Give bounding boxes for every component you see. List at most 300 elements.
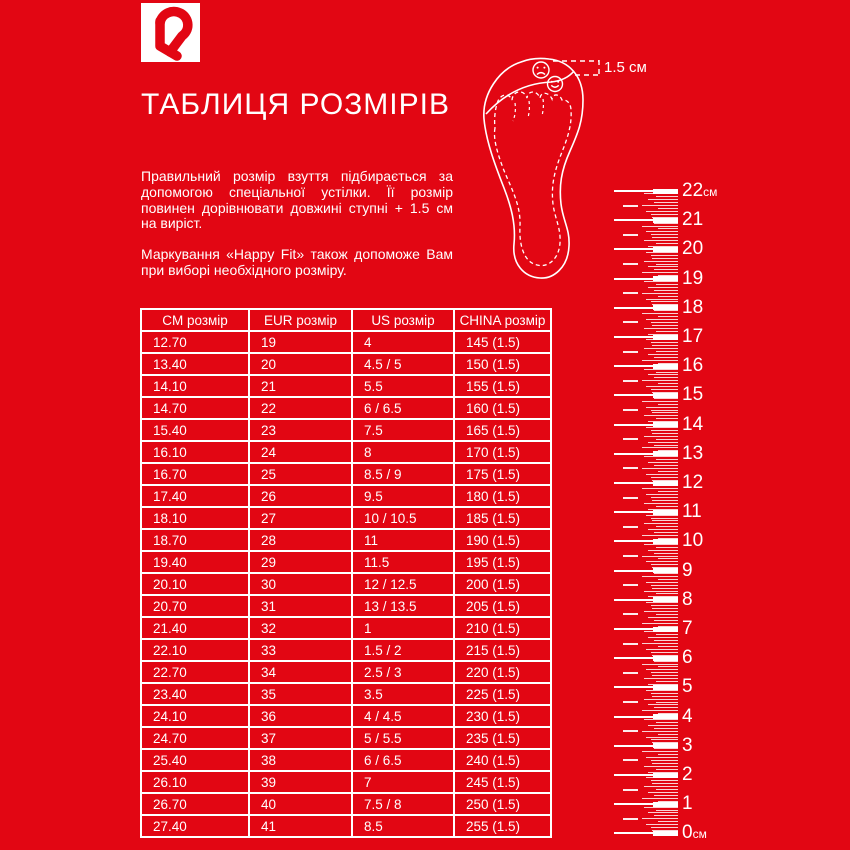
ruler-mm-tick: [648, 704, 678, 705]
ruler-mm-tick: [658, 296, 678, 297]
ruler-mm-tick: [651, 234, 678, 235]
ruler-mm-tick: [654, 485, 678, 486]
ruler-mm-tick: [651, 652, 678, 653]
table-cell: 24: [249, 441, 352, 463]
table-row: [141, 331, 551, 353]
header-row: [141, 309, 551, 331]
ruler-mm-tick: [656, 681, 678, 682]
ruler-mm-tick: [648, 266, 678, 267]
ruler-mm-tick: [654, 815, 678, 816]
table-cell: 9.5: [352, 485, 454, 507]
ruler-mm-tick: [656, 196, 678, 197]
ruler-mm-tick: [642, 751, 678, 752]
ruler-mm-tick: [648, 812, 678, 813]
ruler-mm-tick: [644, 503, 678, 504]
ruler-half-cm-tick: [623, 701, 638, 703]
ruler-mm-tick: [642, 468, 678, 469]
table-cell: 200 (1.5): [454, 573, 551, 595]
ruler-mm-tick: [642, 313, 678, 314]
table-cell: 14.70: [141, 397, 249, 419]
ruler-cm-label: 9: [682, 559, 693, 581]
ruler-half-cm-tick: [623, 497, 638, 499]
ruler-half-cm-tick: [623, 672, 638, 674]
ruler-mm-tick: [646, 299, 678, 300]
ruler-mm-tick: [652, 258, 678, 259]
ruler-mm-tick: [644, 678, 678, 679]
ruler-mm-tick: [646, 319, 678, 320]
table-row: [141, 727, 551, 749]
table-cell: 175 (1.5): [454, 463, 551, 485]
table-cell: 26.10: [141, 771, 249, 793]
ruler-mm-tick: [656, 284, 678, 285]
table-cell: 15.40: [141, 419, 249, 441]
table-cell: 215 (1.5): [454, 639, 551, 661]
table-cell: 16.10: [141, 441, 249, 463]
table-cell: 12 / 12.5: [352, 573, 454, 595]
table-cell: 28: [249, 529, 352, 551]
size-table-body: [141, 331, 551, 837]
ruler-mm-tick: [648, 462, 678, 463]
table-cell: 21.40: [141, 617, 249, 639]
ruler-mm-tick: [654, 661, 678, 662]
ruler-mm-tick: [648, 374, 678, 375]
ruler-mm-tick: [646, 757, 678, 758]
table-cell: 8.5 / 9: [352, 463, 454, 485]
ruler-mm-tick: [658, 754, 678, 755]
ruler-mm-tick: [642, 380, 678, 381]
table-cell: 16.70: [141, 463, 249, 485]
table-row: [141, 485, 551, 507]
table-cell: 22.10: [141, 639, 249, 661]
table-cell: 13.40: [141, 353, 249, 375]
table-row: [141, 463, 551, 485]
table-row: [141, 749, 551, 771]
table-cell: 31: [249, 595, 352, 617]
ruler-mm-tick: [656, 506, 678, 507]
table-row: [141, 771, 551, 793]
ruler-mm-tick: [654, 290, 678, 291]
ruler-mm-tick: [654, 707, 678, 708]
table-cell: 180 (1.5): [454, 485, 551, 507]
ruler-mm-tick: [642, 360, 678, 361]
ruler-cm-label: 6: [682, 647, 693, 669]
ruler-mm-tick: [644, 369, 678, 370]
table-row: [141, 529, 551, 551]
table-cell: 11.5: [352, 551, 454, 573]
ruler-mm-tick: [654, 445, 678, 446]
ruler-half-cm-tick: [623, 555, 638, 557]
ruler-mm-tick: [646, 252, 678, 253]
table-cell: 13 / 13.5: [352, 595, 454, 617]
ruler-mm-tick: [658, 821, 678, 822]
ruler-mm-tick: [656, 331, 678, 332]
ruler-mm-tick: [646, 737, 678, 738]
table-cell: 40: [249, 793, 352, 815]
ruler-mm-tick: [652, 237, 678, 238]
ruler-half-cm-tick: [623, 613, 638, 615]
ruler-half-cm-tick: [623, 584, 638, 586]
ruler-cm-label: 8: [682, 588, 693, 610]
ruler-mm-tick: [658, 404, 678, 405]
table-cell: 33: [249, 639, 352, 661]
ruler-mm-tick: [646, 515, 678, 516]
table-row: [141, 705, 551, 727]
ruler-mm-tick: [656, 547, 678, 548]
dashed-foot-outline: [494, 92, 571, 266]
ruler-mm-tick: [648, 550, 678, 551]
table-cell: 205 (1.5): [454, 595, 551, 617]
ruler-mm-tick: [654, 223, 678, 224]
table-cell: 145 (1.5): [454, 331, 551, 353]
ruler-mm-tick: [648, 354, 678, 355]
column-header: CM розмір: [141, 309, 249, 331]
ruler-cm-label: 0см: [682, 822, 707, 844]
table-cell: 5 / 5.5: [352, 727, 454, 749]
ruler-mm-tick: [642, 226, 678, 227]
table-cell: 12.70: [141, 331, 249, 353]
ruler-mm-tick: [646, 582, 678, 583]
ruler-half-cm-tick: [623, 263, 638, 265]
ruler-mm-tick: [644, 631, 678, 632]
ruler-mm-tick: [646, 561, 678, 562]
ruler-mm-tick: [651, 780, 678, 781]
ruler-mm-tick: [656, 372, 678, 373]
table-cell: 5.5: [352, 375, 454, 397]
ruler-mm-tick: [654, 269, 678, 270]
ruler-mm-tick: [644, 240, 678, 241]
table-cell: 24.70: [141, 727, 249, 749]
ruler-mm-tick: [656, 789, 678, 790]
ruler-mm-tick: [654, 573, 678, 574]
ruler-mm-tick: [651, 605, 678, 606]
ruler-mm-tick: [658, 208, 678, 209]
brand-r-icon: [141, 3, 200, 62]
ruler-cm-label: 3: [682, 734, 693, 756]
ruler-half-cm-tick: [623, 526, 638, 528]
table-cell: 245 (1.5): [454, 771, 551, 793]
ruler-mm-tick: [652, 608, 678, 609]
ruler-mm-tick: [646, 427, 678, 428]
ruler-mm-tick: [648, 199, 678, 200]
table-row: [141, 441, 551, 463]
ruler-mm-tick: [652, 325, 678, 326]
ruler-mm-tick: [642, 731, 678, 732]
table-cell: 1.5 / 2: [352, 639, 454, 661]
ruler-mm-tick: [658, 558, 678, 559]
size-table: [140, 308, 552, 838]
ruler-cm-label: 10: [682, 530, 704, 552]
ruler-cm-label: 15: [682, 384, 704, 406]
ruler-mm-tick: [642, 293, 678, 294]
ruler-cm-label: 21: [682, 209, 704, 231]
ruler-mm-tick: [656, 418, 678, 419]
dashed-toe-lines: [513, 99, 543, 121]
column-header: EUR розмір: [249, 309, 352, 331]
ruler-half-cm-tick: [623, 438, 638, 440]
ruler-mm-tick: [648, 287, 678, 288]
ruler-mm-tick: [642, 488, 678, 489]
ruler-mm-tick: [658, 666, 678, 667]
ruler-mm-tick: [651, 827, 678, 828]
ruler-mm-tick: [658, 579, 678, 580]
table-row: [141, 507, 551, 529]
ruler-mm-tick: [642, 401, 678, 402]
size-table-head: [141, 309, 551, 331]
ruler-mm-tick: [651, 497, 678, 498]
intro-paragraph-2: Маркування «Happy Fit» також допоможе Вам при виборі необхідного розміру.: [141, 246, 453, 278]
ruler-mm-tick: [656, 243, 678, 244]
ruler-cm-label: 19: [682, 267, 704, 289]
ruler-mm-tick: [656, 634, 678, 635]
table-cell: 35: [249, 683, 352, 705]
ruler-mm-tick: [654, 553, 678, 554]
ruler-mm-tick: [644, 436, 678, 437]
ruler-mm-tick: [656, 593, 678, 594]
ruler-mm-tick: [651, 672, 678, 673]
table-cell: 27.40: [141, 815, 249, 837]
column-header: US розмір: [352, 309, 454, 331]
ruler-half-cm-tick: [623, 205, 638, 207]
table-cell: 195 (1.5): [454, 551, 551, 573]
ruler-mm-tick: [644, 328, 678, 329]
ruler-mm-tick: [646, 407, 678, 408]
ruler-mm-tick: [644, 348, 678, 349]
table-cell: 7: [352, 771, 454, 793]
ruler-mm-tick: [651, 255, 678, 256]
ruler-cm-label: 12: [682, 472, 704, 493]
ruler-mm-tick: [656, 459, 678, 460]
ruler-mm-tick: [656, 722, 678, 723]
table-cell: 18.70: [141, 529, 249, 551]
table-cell: 2.5 / 3: [352, 661, 454, 683]
table-cell: 20.10: [141, 573, 249, 595]
ruler-cm-label: 16: [682, 355, 704, 377]
table-row: [141, 375, 551, 397]
ruler-mm-tick: [646, 474, 678, 475]
brand-r-logo: [141, 3, 200, 62]
table-cell: 41: [249, 815, 352, 837]
table-row: [141, 595, 551, 617]
ruler-half-cm-tick: [623, 730, 638, 732]
ruler-mm-tick: [651, 214, 678, 215]
table-cell: 17.40: [141, 485, 249, 507]
ruler-mm-tick: [651, 477, 678, 478]
ruler-mm-tick: [644, 699, 678, 700]
ruler-mm-tick: [646, 824, 678, 825]
table-cell: 250 (1.5): [454, 793, 551, 815]
table-cell: 21: [249, 375, 352, 397]
gap-label: 1.5 см: [604, 59, 647, 76]
table-cell: 4: [352, 331, 454, 353]
ruler-mm-tick: [656, 614, 678, 615]
table-cell: 210 (1.5): [454, 617, 551, 639]
ruler-mm-tick: [651, 342, 678, 343]
table-row: [141, 419, 551, 441]
ruler-mm-tick: [658, 491, 678, 492]
ruler-mm-tick: [652, 588, 678, 589]
ruler-mm-tick: [656, 526, 678, 527]
happy-smiley-icon: [548, 77, 563, 92]
ruler-mm-tick: [644, 281, 678, 282]
page-title: ТАБЛИЦЯ РОЗМІРІВ: [141, 88, 450, 121]
ruler-mm-tick: [654, 728, 678, 729]
ruler-mm-tick: [658, 734, 678, 735]
table-cell: 18.10: [141, 507, 249, 529]
table-row: [141, 683, 551, 705]
ruler-mm-tick: [642, 205, 678, 206]
ruler-cm-label: 22см: [682, 180, 718, 201]
ruler-mm-tick: [642, 643, 678, 644]
ruler-mm-tick: [651, 322, 678, 323]
ruler-mm-tick: [644, 786, 678, 787]
ruler-half-cm-tick: [623, 351, 638, 353]
ruler-cm-tick-bold: [653, 831, 678, 836]
table-cell: 4 / 4.5: [352, 705, 454, 727]
table-cell: 26: [249, 485, 352, 507]
ruler-half-cm-tick: [623, 643, 638, 645]
ruler-mm-tick: [654, 377, 678, 378]
table-row: [141, 815, 551, 837]
ruler-mm-tick: [644, 415, 678, 416]
table-row: [141, 573, 551, 595]
ruler-mm-tick: [651, 585, 678, 586]
table-cell: 190 (1.5): [454, 529, 551, 551]
table-cell: 19.40: [141, 551, 249, 573]
table-cell: 6 / 6.5: [352, 397, 454, 419]
table-row: [141, 661, 551, 683]
ruler-mm-tick: [654, 310, 678, 311]
table-cell: 36: [249, 705, 352, 727]
ruler-half-cm-tick: [623, 789, 638, 791]
ruler: [612, 175, 772, 850]
ruler-mm-tick: [651, 564, 678, 565]
ruler-mm-tick: [646, 386, 678, 387]
ruler-mm-tick: [644, 719, 678, 720]
ruler-mm-tick: [654, 620, 678, 621]
table-cell: 150 (1.5): [454, 353, 551, 375]
table-cell: 25: [249, 463, 352, 485]
ruler-mm-tick: [652, 696, 678, 697]
ruler-mm-tick: [648, 529, 678, 530]
ruler-cm-label: 17: [682, 326, 704, 347]
ruler-cm-label: 14: [682, 413, 704, 435]
table-cell: 29: [249, 551, 352, 573]
ruler-mm-tick: [651, 301, 678, 302]
ruler-mm-tick: [642, 818, 678, 819]
table-cell: 26.70: [141, 793, 249, 815]
ruler-cm-label: 11: [682, 501, 702, 523]
table-cell: 14.10: [141, 375, 249, 397]
ruler-mm-tick: [652, 783, 678, 784]
ruler-mm-tick: [656, 702, 678, 703]
ruler-half-cm-tick: [623, 234, 638, 236]
ruler-half-cm-tick: [623, 321, 638, 323]
ruler-cm-label: 7: [682, 618, 693, 639]
table-cell: 155 (1.5): [454, 375, 551, 397]
ruler-mm-tick: [651, 693, 678, 694]
ruler-cm-label: 13: [682, 442, 704, 464]
ruler-mm-tick: [648, 725, 678, 726]
ruler-half-cm-tick: [623, 380, 638, 382]
ruler-half-cm-tick: [623, 409, 638, 411]
ruler-mm-tick: [652, 500, 678, 501]
ruler-mm-tick: [642, 272, 678, 273]
ruler-mm-tick: [642, 664, 678, 665]
table-cell: 23: [249, 419, 352, 441]
ruler-mm-tick: [654, 640, 678, 641]
ruler-cm-label: 2: [682, 764, 693, 785]
table-cell: 160 (1.5): [454, 397, 551, 419]
table-cell: 22: [249, 397, 352, 419]
ruler-mm-tick: [648, 792, 678, 793]
table-cell: 25.40: [141, 749, 249, 771]
table-cell: 20: [249, 353, 352, 375]
table-cell: 10 / 10.5: [352, 507, 454, 529]
ruler-half-cm-tick: [623, 818, 638, 820]
ruler-mm-tick: [654, 532, 678, 533]
table-cell: 8: [352, 441, 454, 463]
ruler-mm-tick: [644, 807, 678, 808]
ruler-half-cm-tick: [623, 759, 638, 761]
table-cell: 22.70: [141, 661, 249, 683]
ruler-mm-tick: [642, 623, 678, 624]
table-cell: 4.5 / 5: [352, 353, 454, 375]
table-row: [141, 353, 551, 375]
table-cell: 30: [249, 573, 352, 595]
ruler-mm-tick: [654, 357, 678, 358]
ruler-mm-tick: [642, 535, 678, 536]
ruler-mm-tick: [656, 810, 678, 811]
ruler-mm-tick: [646, 669, 678, 670]
table-cell: 27: [249, 507, 352, 529]
ruler-half-cm-tick: [623, 292, 638, 294]
ruler-mm-tick: [648, 442, 678, 443]
ruler-mm-tick: [654, 465, 678, 466]
ruler-mm-tick: [646, 602, 678, 603]
table-cell: 32: [249, 617, 352, 639]
table-cell: 225 (1.5): [454, 683, 551, 705]
ruler-mm-tick: [644, 591, 678, 592]
table-cell: 37: [249, 727, 352, 749]
ruler-mm-tick: [642, 576, 678, 577]
ruler-mm-tick: [654, 398, 678, 399]
ruler-mm-tick: [651, 430, 678, 431]
ruler-mm-tick: [652, 412, 678, 413]
ruler-mm-tick: [642, 556, 678, 557]
ruler-cm-label: 20: [682, 238, 704, 260]
ruler-mm-tick: [651, 760, 678, 761]
table-cell: 7.5 / 8: [352, 793, 454, 815]
table-cell: 3.5: [352, 683, 454, 705]
ruler-cm-label: 18: [682, 296, 704, 318]
ruler-cm-label: 5: [682, 676, 693, 698]
ruler-mm-tick: [656, 351, 678, 352]
ruler-mm-tick: [648, 637, 678, 638]
ruler-mm-tick: [644, 193, 678, 194]
ruler-mm-tick: [651, 518, 678, 519]
table-row: [141, 617, 551, 639]
table-row: [141, 397, 551, 419]
ruler-mm-tick: [646, 211, 678, 212]
table-cell: 230 (1.5): [454, 705, 551, 727]
ruler-mm-tick: [646, 690, 678, 691]
table-cell: 8.5: [352, 815, 454, 837]
ruler-mm-tick: [652, 520, 678, 521]
ruler-mm-tick: [652, 433, 678, 434]
intro-text: [141, 169, 453, 279]
ruler-mm-tick: [658, 316, 678, 317]
ruler-mm-tick: [651, 389, 678, 390]
